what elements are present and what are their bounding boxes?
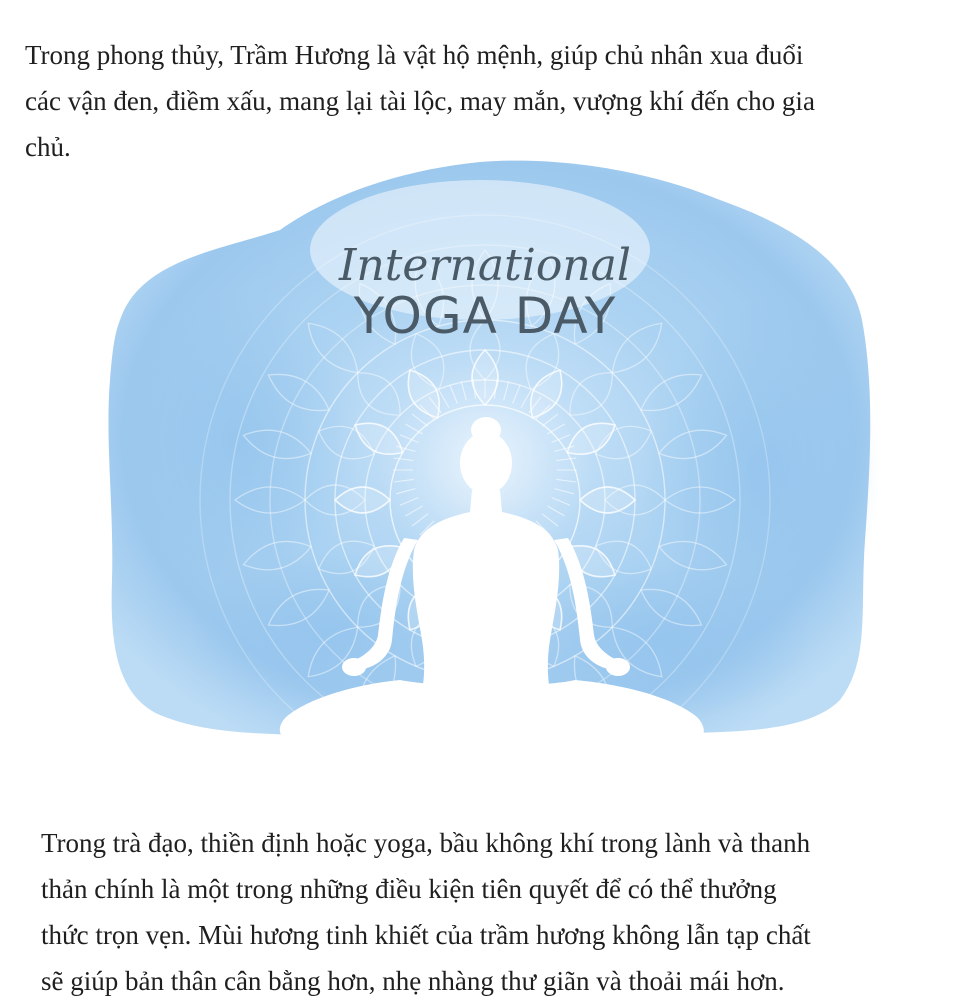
intro-line: các vận đen, điềm xấu, mang lại tài lộc, may mắn, vượng khí đến cho gia	[25, 86, 815, 116]
intro-line: chủ.	[25, 132, 71, 162]
body-line: thức trọn vẹn. Mùi hương tinh khiết của trầm hương không lẫn tạp chất	[41, 920, 811, 950]
body-paragraph	[41, 820, 931, 1000]
left-hand	[342, 658, 366, 676]
yoga-day-illustration	[100, 140, 880, 760]
head	[460, 432, 512, 494]
body-line: thản chính là một trong những điều kiện tiên quyết để có thể thưởng	[41, 874, 777, 904]
body-line: Trong trà đạo, thiền định hoặc yoga, bầu không khí trong lành và thanh	[41, 828, 811, 858]
script-title: International	[339, 240, 631, 291]
watercolor-deep-patch	[120, 290, 360, 590]
body-line: sẽ giúp bản thân cân bằng hơn, nhẹ nhàng thư giãn và thoải mái hơn.	[41, 966, 785, 996]
bottom-fade	[100, 734, 880, 760]
block-title: YOGA DAY	[353, 287, 617, 345]
right-hand	[606, 658, 630, 676]
intro-line: Trong phong thủy, Trầm Hương là vật hộ mệnh, giúp chủ nhân xua đuổi	[25, 40, 804, 70]
yoga-illustration-svg	[100, 140, 880, 760]
